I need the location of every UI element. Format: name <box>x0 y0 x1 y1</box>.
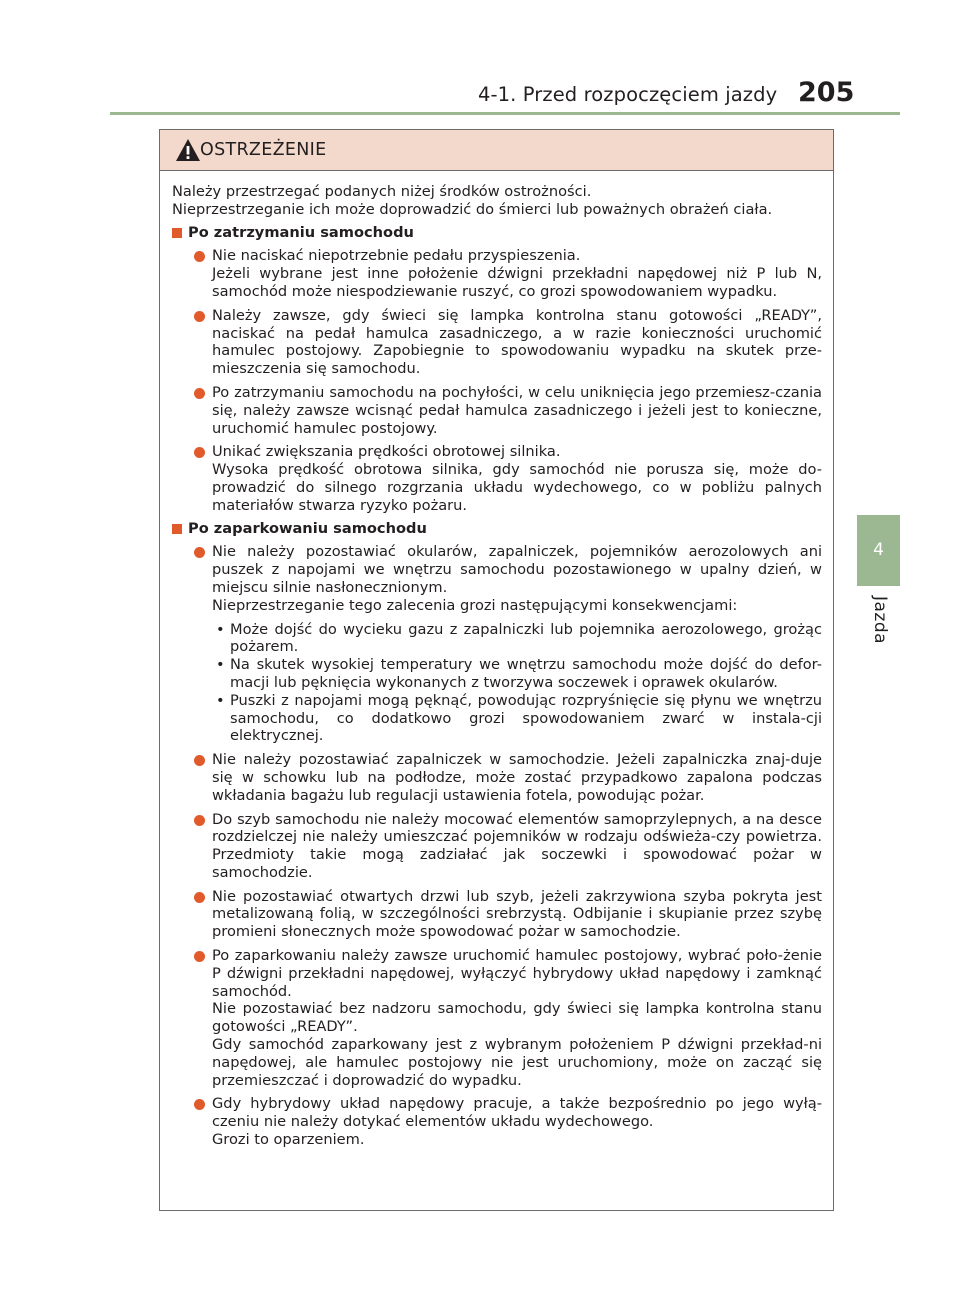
sub-list-item: • Puszki z napojami mogą pęknąć, powodując rozpryśnięcie się płynu we wnętrzu samochodu, co dodatkowo grozi spowodowaniem zwarć w instala-cji elektrycznej. <box>216 691 822 745</box>
sub-list-item: • Na skutek wysokiej temperatury we wnętrzu samochodu może dojść do defor-macji lub pęknięcia wykonanych z tworzywa soczewek i oprawek okularów. <box>216 656 822 691</box>
small-bullet-icon: • <box>216 620 225 638</box>
header-divider <box>110 112 900 115</box>
warning-triangle-icon <box>175 138 201 162</box>
warning-intro: Należy przestrzegać podanych niżej środków ostrożności. Nieprzestrzeganie ich może doprowadzić do śmierci lub poważnych obrażeń ciała. <box>172 183 773 218</box>
page-number: 205 <box>798 77 855 108</box>
list-item: Do szyb samochodu nie należy mocować elementów samoprzylepnych, a na desce rozdzielczej nie należy umieszczać pojemników w rodzaju odświeża-czy powietrza. Przedmioty takie mogą zadziałać jak soczewki i spowodować pożar w samochodzie. <box>172 811 822 882</box>
list-item: Należy zawsze, gdy świeci się lampka kontrolna stanu gotowości „READY”, naciskać na pedał hamulca zasadniczego, a w razie konieczności uruchomić hamulec postojowy. Zapobiegnie to spowodowaniu wypadku na skutek prze-mieszczenia się samochodu. <box>172 307 822 378</box>
warning-title: OSTRZEŻENIE <box>200 140 327 160</box>
list-item: Po zatrzymaniu samochodu na pochyłości, w celu uniknięcia jego przemiesz-czania się, należy zawsze wcisnąć pedał hamulca zasadniczego i jeżeli jest to konieczne, uruchomić hamulec postojowy. <box>172 384 822 437</box>
section-heading: Po zatrzymaniu samochodu <box>172 224 822 242</box>
list-item: Nie pozostawiać otwartych drzwi lub szyb, jeżeli zakrzywiona szyba pokryta jest metalizowaną folią, w szczególności srebrzystą. Odbijanie i skupianie przez szybę promieni słonecznych może spowodować pożar w samochodzie. <box>172 888 822 941</box>
list-item: Unikać zwiększania prędkości obrotowej silnika. Wysoka prędkość obrotowa silnika, gdy samochód nie porusza się, może do-prowadzić do silnego rozgrzania układu wydechowego, co w pobliżu palnych materiałów stwarza ryzyko pożaru. <box>172 443 822 514</box>
warning-box <box>159 129 834 1211</box>
chapter-tab: 4 <box>857 515 900 586</box>
chapter-label: Jazda <box>870 596 890 645</box>
bullet-dot-icon <box>194 951 205 962</box>
bullet-dot-icon <box>194 388 205 399</box>
small-bullet-icon: • <box>216 691 225 709</box>
sub-list-item: • Może dojść do wycieku gazu z zapalniczki lub pojemnika aerozolowego, grożąc pożarem. <box>216 620 822 656</box>
warning-body <box>160 183 833 1149</box>
square-bullet-icon <box>172 524 182 534</box>
bullet-dot-icon <box>194 251 205 262</box>
list-item: Nie naciskać niepotrzebnie pedału przyspieszenia. Jeżeli wybrane jest inne położenie dźwigni przekładni napędowej niż P lub N, samochód może niespodziewanie ruszyć, co grozi spowodowaniem wypadku. <box>172 247 822 300</box>
list-item: Po zaparkowaniu należy zawsze uruchomić hamulec postojowy, wybrać poło-żenie P dźwigni przekładni napędowej, wyłączyć hybrydowy układ napędowy i zamknąć samochód. Nie pozostawiać bez nadzoru samochodu, gdy świeci się lampka kontrolna stanu gotowości „READY”. Gdy samochód zaparkowany jest z wybranym położeniem P dźwigni przekład-ni napędowej, ale hamulec postojowy nie jest uruchomiony, może on zacząć się przemieszczać i doprowadzić do wypadku. <box>172 947 822 1089</box>
small-bullet-icon: • <box>216 656 225 674</box>
bullet-dot-icon <box>194 892 205 903</box>
section-title: 4-1. Przed rozpoczęciem jazdy <box>478 83 778 106</box>
bullet-dot-icon <box>194 447 205 458</box>
list-item: Nie należy pozostawiać zapalniczek w samochodzie. Jeżeli zapalniczka znaj-duje się w schowku lub na podłodze, może zostać przypadkowo zapalona podczas wkładania bagażu lub regulacji ustawienia fotela, powodując pożar. <box>172 751 822 804</box>
section-heading: Po zaparkowaniu samochodu <box>172 520 822 538</box>
bullet-dot-icon <box>194 815 205 826</box>
bullet-dot-icon <box>194 547 205 558</box>
bullet-dot-icon <box>194 755 205 766</box>
warning-header <box>160 130 833 171</box>
square-bullet-icon <box>172 228 182 238</box>
bullet-dot-icon <box>194 1099 205 1110</box>
list-item: Nie należy pozostawiać okularów, zapalniczek, pojemników aerozolowych ani puszek z napojami we wnętrzu samochodu pozostawionego w upalny dzień, w miejscu silnie nasłonecznionym. Nieprzestrzeganie tego zalecenia grozi następującymi konsekwencjami: <box>172 543 822 614</box>
list-item: Gdy hybrydowy układ napędowy pracuje, a także bezpośrednio po jego wyłą-czeniu nie należy dotykać elementów układu wydechowego. Grozi to oparzeniem. <box>172 1095 822 1148</box>
bullet-dot-icon <box>194 311 205 322</box>
